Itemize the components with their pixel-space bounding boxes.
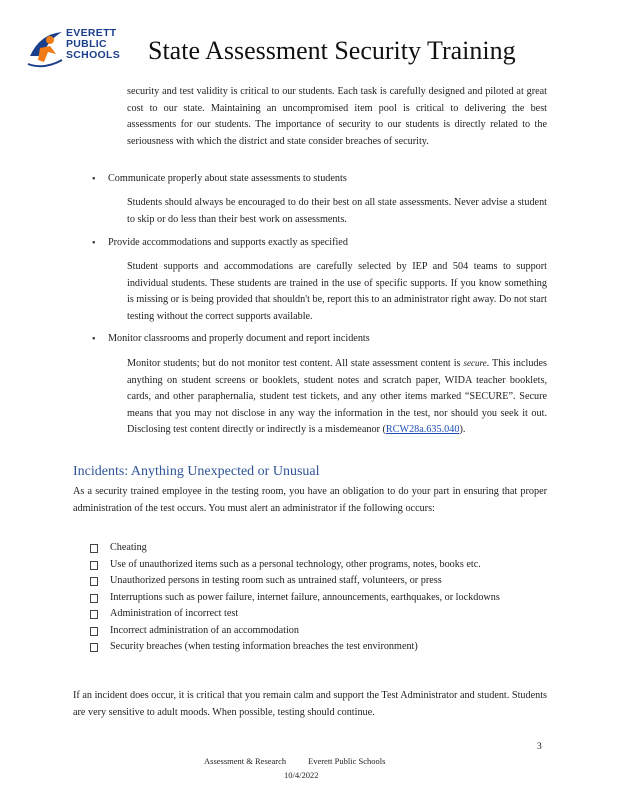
list-item-text: Administration of incorrect test xyxy=(110,608,239,619)
list-item-text: Incorrect administration of an accommodation xyxy=(110,624,299,636)
logo-line-3: SCHOOLS xyxy=(66,49,121,61)
bullet-body-accommodations: Student supports and accommodations are carefully selected by IEP and 504 teams to support individual students. These students are trained in the use of specific supports. If you know something is missing or is being provided that shouldn't be, report this to an administrator right away. Do not start testing without the correct supports available. xyxy=(127,261,547,322)
bullet-dot-icon: • xyxy=(92,334,96,345)
list-item-text: Security breaches (when testing information breaches the test environment) xyxy=(110,641,418,652)
list-item xyxy=(88,573,570,590)
list-item-text: Use of unauthorized items such as a personal technology, other programs, notes, books etc. xyxy=(110,558,481,570)
incidents-heading: Incidents: Anything Unexpected or Unusual xyxy=(73,464,320,479)
footer-right: Everett Public Schools xyxy=(308,756,386,766)
monitor-text-1: Monitor students; but do not monitor test content. All state assessment content is xyxy=(127,358,461,369)
checkbox-icon xyxy=(90,577,98,586)
logo-figure-icon xyxy=(26,26,66,70)
bullet-body-communicate: Students should always be encouraged to do their best on all state assessments. Never advise a student to skip or do less than their best work on assessments. xyxy=(127,197,547,225)
checkbox-icon xyxy=(90,643,98,652)
list-item xyxy=(88,590,570,607)
checkbox-icon xyxy=(90,561,98,570)
bullet-dot-icon: • xyxy=(92,174,96,185)
bullet-body-monitor xyxy=(127,355,547,439)
list-item xyxy=(88,606,570,623)
footer-left: Assessment & Research xyxy=(204,756,287,766)
incidents-intro: As a security trained employee in the testing room, you have an obligation to do your part in ensuring that proper administration of the test occurs. You must alert an administrator if the following occurs: xyxy=(73,486,547,514)
logo-line-1: EVERETT xyxy=(66,27,117,39)
logo-line-2: PUBLIC xyxy=(66,38,107,50)
list-item xyxy=(88,557,570,574)
checkbox-icon xyxy=(90,610,98,619)
monitor-text-3: ). xyxy=(459,424,466,435)
monitor-text-2: . This includes anything on student screens or booklets, student notes and scratch paper, WIDA teacher booklets, cards, and other paraphernalia, student test tickets, and any other items marked “SECURE”. Secure means that you may not disclose in any way the information in the test, nor should you seek it out. Disclosing test content directly or indirectly is a misdemeanor ( xyxy=(127,358,547,435)
list-item-text: Cheating xyxy=(110,542,147,553)
checkbox-icon xyxy=(90,594,98,603)
incident-list xyxy=(88,540,570,656)
bullet-dot-icon: • xyxy=(92,238,96,249)
footer-date: 10/4/2022 xyxy=(284,770,319,780)
bullet-heading-accommodations: Provide accommodations and supports exactly as specified xyxy=(108,237,348,248)
secure-word: secure xyxy=(463,358,487,368)
list-item-text: Interruptions such as power failure, internet failure, announcements, earthquakes, or lockdowns xyxy=(110,591,500,603)
checkbox-icon xyxy=(90,544,98,553)
rcw-link[interactable]: RCW28a.635.040 xyxy=(385,424,460,435)
list-item-text: Unauthorized persons in testing room such as untrained staff, volunteers, or press xyxy=(110,575,442,586)
incidents-closing: If an incident does occur, it is critical that you remain calm and support the Test Administrator and student. Students are very sensitive to adult moods. When possible, testing should continue. xyxy=(73,690,547,718)
list-item xyxy=(88,623,570,640)
intro-paragraph: security and test validity is critical to our students. Each task is carefully designed and piloted at great cost to our state. Maintaining an uncompromised item pool is critical to delivering the best assessments for our students. The importance of security to our students is directly related to the seriousness with which the district and state consider breaches of security. xyxy=(127,86,547,147)
page-number: 3 xyxy=(537,742,542,752)
bullet-heading-monitor: Monitor classrooms and properly document and report incidents xyxy=(108,333,370,344)
list-item xyxy=(88,540,570,557)
logo-text xyxy=(66,28,120,61)
page-title: State Assessment Security Training xyxy=(148,36,516,65)
checkbox-icon xyxy=(90,627,98,636)
district-logo xyxy=(26,26,144,70)
list-item xyxy=(88,639,570,656)
bullet-heading-communicate: Communicate properly about state assessments to students xyxy=(108,173,347,184)
